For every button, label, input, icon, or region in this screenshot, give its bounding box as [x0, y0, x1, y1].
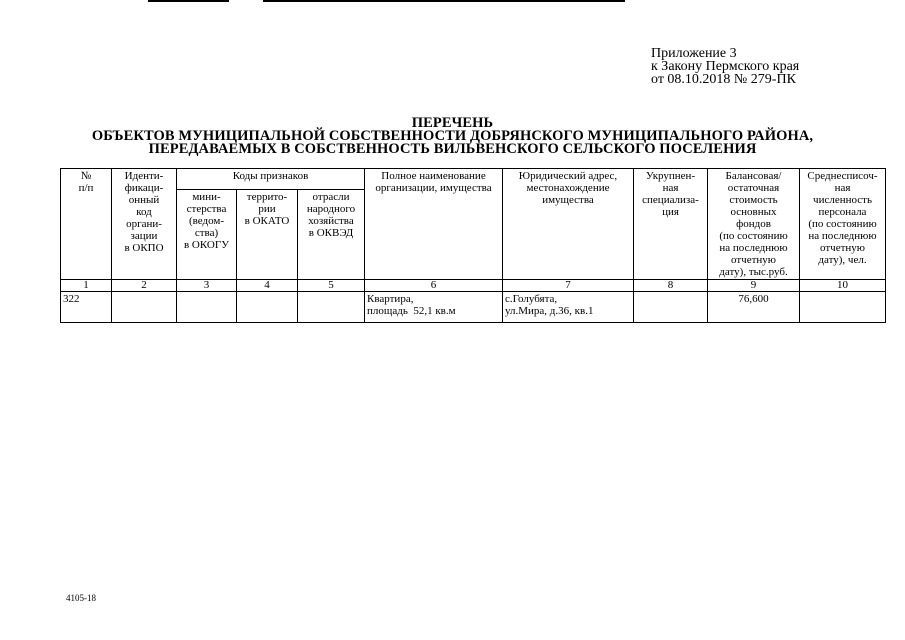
header-row: [61, 169, 886, 190]
header-specialization: [634, 169, 708, 280]
header-text-line: код: [136, 206, 152, 218]
header-text-line: местонахождение: [526, 182, 610, 194]
header-text-line: остаточная: [727, 182, 780, 194]
header-text-line: в ОКОГУ: [183, 239, 230, 252]
column-number: 5: [298, 280, 365, 292]
header-text-line: рии: [258, 203, 276, 216]
column-number: 10: [800, 280, 886, 292]
header-text-line: в ОКВЭД: [308, 227, 354, 240]
top-rule-right: [263, 0, 625, 2]
appendix-line: от 08.10.2018 № 279-ПК: [651, 72, 796, 87]
appendix-note: [651, 47, 799, 86]
cell-staff: [800, 292, 886, 323]
header-text-line: Среднесписоч-: [807, 170, 878, 182]
header-text-line: ция: [662, 206, 679, 218]
header-codes-group: Коды признаков: [177, 169, 365, 190]
cell-num: 322: [61, 292, 112, 323]
column-number: 8: [634, 280, 708, 292]
cell-address-line: с.Голубята,: [505, 293, 558, 305]
cell-okogu: [177, 292, 237, 323]
header-text-line: стоимость: [729, 194, 778, 206]
header-text-line: на последнюю: [808, 230, 877, 242]
header-text-line: зации: [130, 230, 158, 242]
header-text-line: фикаци-: [124, 182, 164, 194]
header-text-line: ная: [834, 182, 851, 194]
cell-name-line: площадь 52,1 кв.м: [367, 305, 456, 317]
header-text-line: ства): [194, 227, 219, 240]
title-line: ОБЪЕКТОВ МУНИЦИПАЛЬНОЙ СОБСТВЕННОСТИ ДОБРЯНСКОГО МУНИЦИПАЛЬНОГО РАЙОНА,: [91, 128, 814, 144]
header-text-line: численность: [813, 194, 872, 206]
header-text-line: в ОКАТО: [244, 215, 290, 228]
appendix-line: к Закону Пермского края: [651, 59, 800, 74]
cell-okved: [298, 292, 365, 323]
header-text-line: в ОКПО: [124, 242, 164, 254]
header-text-line: Иденти-: [124, 170, 164, 182]
header-text-line: организации, имущества: [375, 182, 492, 194]
document-title: [0, 117, 905, 156]
column-number: 4: [237, 280, 298, 292]
property-table: [60, 168, 886, 323]
header-text-line: (ведом-: [188, 215, 225, 228]
column-number: 6: [365, 280, 503, 292]
header-text-line: террито-: [246, 191, 288, 204]
cell-okpo: [112, 292, 177, 323]
header-text-line: дату), чел.: [818, 254, 867, 266]
column-number-row: [61, 280, 886, 292]
header-text-line: основных: [730, 206, 777, 218]
header-text-line: стерства: [186, 203, 227, 216]
header-address: [503, 169, 634, 280]
cell-okato: [237, 292, 298, 323]
top-rule-left: [148, 0, 229, 2]
header-text-line: Балансовая/: [725, 170, 782, 182]
header-text-line: имущества: [542, 194, 594, 206]
header-text-line: (по состоянию: [719, 230, 788, 242]
column-number: 7: [503, 280, 634, 292]
column-number: 9: [708, 280, 800, 292]
header-text-line: Полное наименование: [381, 170, 486, 182]
header-text-line: мини-: [192, 191, 221, 204]
header-text-line: отрасли: [312, 191, 350, 204]
header-value: [708, 169, 800, 280]
appendix-line: Приложение 3: [651, 46, 737, 61]
header-num: [61, 169, 112, 280]
header-text-line: отчетную: [731, 254, 776, 266]
header-text-line: персонала: [818, 206, 867, 218]
header-text-line: Укрупнен-: [645, 170, 696, 182]
cell-name: [365, 292, 503, 323]
column-number: 1: [61, 280, 112, 292]
cell-address-line: ул.Мира, д.36, кв.1: [505, 305, 594, 317]
header-okogu: [177, 190, 237, 280]
header-text-line: №: [80, 170, 92, 182]
header-text-line: отчетную: [820, 242, 865, 254]
header-okato: [237, 190, 298, 280]
header-text-line: (по состоянию: [808, 218, 877, 230]
header-okved: [298, 190, 365, 280]
column-number: 2: [112, 280, 177, 292]
header-okpo: [112, 169, 177, 280]
footer-code: 4105-18: [66, 593, 96, 603]
column-number: 3: [177, 280, 237, 292]
header-text-line: п/п: [78, 182, 94, 194]
header-text-line: специализа-: [642, 194, 699, 206]
title-line: ПЕРЕЧЕНЬ: [411, 115, 494, 131]
header-text-line: хозяйства: [308, 215, 354, 228]
cell-address: [503, 292, 634, 323]
header-text-line: Юридический адрес,: [518, 170, 618, 182]
header-text-line: дату), тыс.руб.: [719, 266, 788, 278]
header-name: [365, 169, 503, 280]
cell-name-line: Квартира,: [367, 293, 414, 305]
header-text-line: на последнюю: [719, 242, 788, 254]
title-line: ПЕРЕДАВАЕМЫХ В СОБСТВЕННОСТЬ ВИЛЬВЕНСКОГО СЕЛЬСКОГО ПОСЕЛЕНИЯ: [148, 141, 757, 157]
header-text-line: народного: [306, 203, 356, 216]
cell-specialization: [634, 292, 708, 323]
table-row: [61, 292, 886, 323]
cell-value: 76,600: [708, 292, 800, 323]
header-text-line: фондов: [736, 218, 771, 230]
header-staff: [800, 169, 886, 280]
header-text-line: ная: [662, 182, 679, 194]
header-text-line: онный: [128, 194, 160, 206]
header-text-line: органи-: [126, 218, 162, 230]
